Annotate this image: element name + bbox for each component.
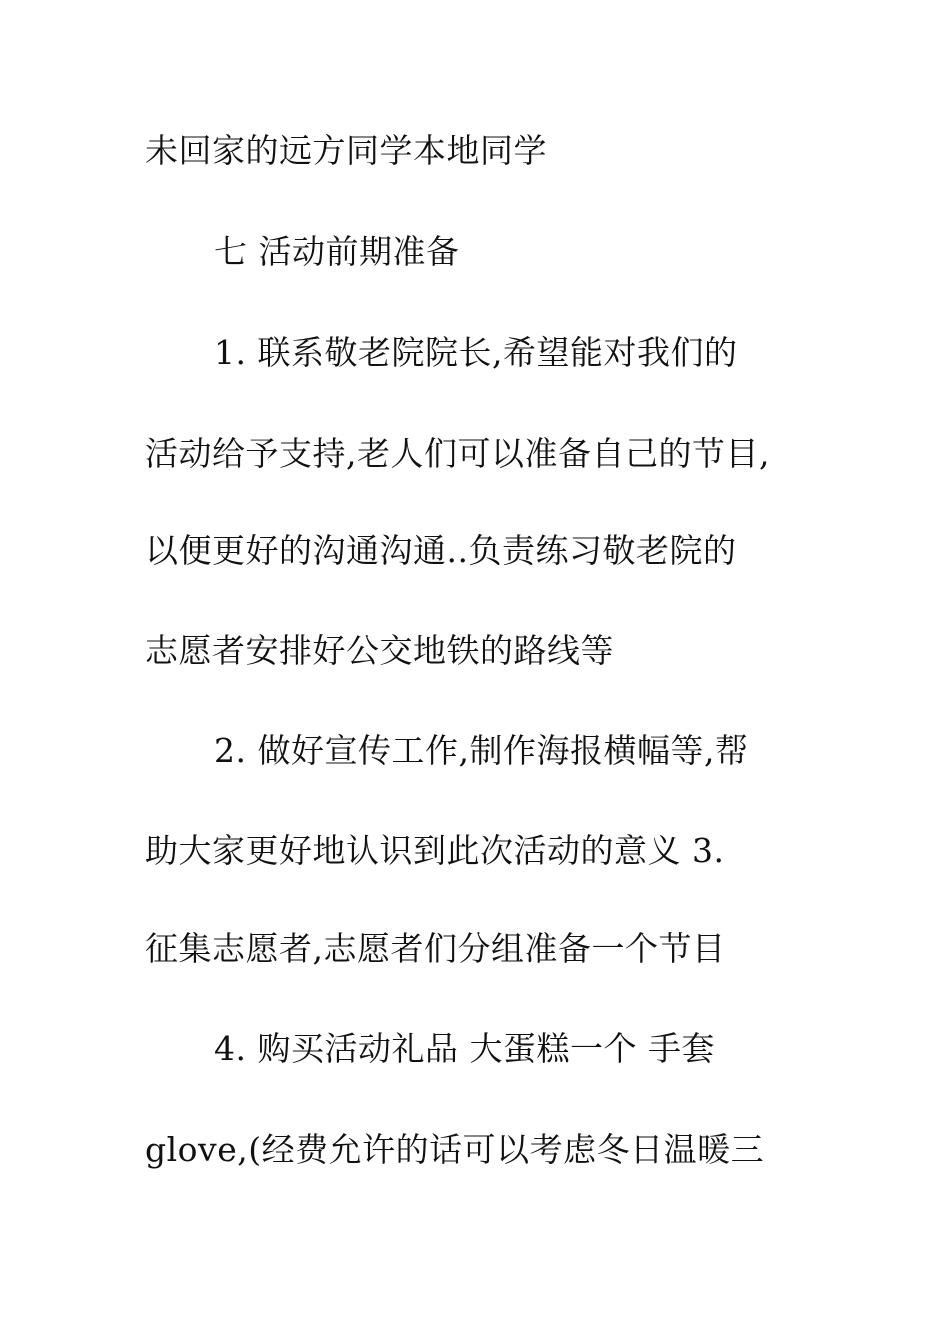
list-item-text: 1. 联系敬老院院长,希望能对我们的	[214, 333, 738, 372]
text-line: 志愿者安排好公交地铁的路线等	[145, 631, 614, 670]
text-line: glove,(经费允许的话可以考虑冬日温暖三	[145, 1130, 765, 1169]
text-line: 活动给予支持,老人们可以准备自己的节目,	[145, 434, 770, 473]
text-line: 以便更好的沟通沟通..负责练习敬老院的	[145, 531, 737, 570]
text-line: 未回家的远方同学本地同学	[145, 131, 547, 170]
list-item-text: 4. 购买活动礼品 大蛋糕一个 手套	[214, 1029, 715, 1068]
list-item-text: 2. 做好宣传工作,制作海报横幅等,帮	[214, 731, 749, 770]
text-line: 助大家更好地认识到此次活动的意义 3.	[145, 831, 725, 870]
text-line: 征集志愿者,志愿者们分组准备一个节目	[145, 929, 726, 968]
section-heading: 七 活动前期准备	[214, 232, 460, 271]
